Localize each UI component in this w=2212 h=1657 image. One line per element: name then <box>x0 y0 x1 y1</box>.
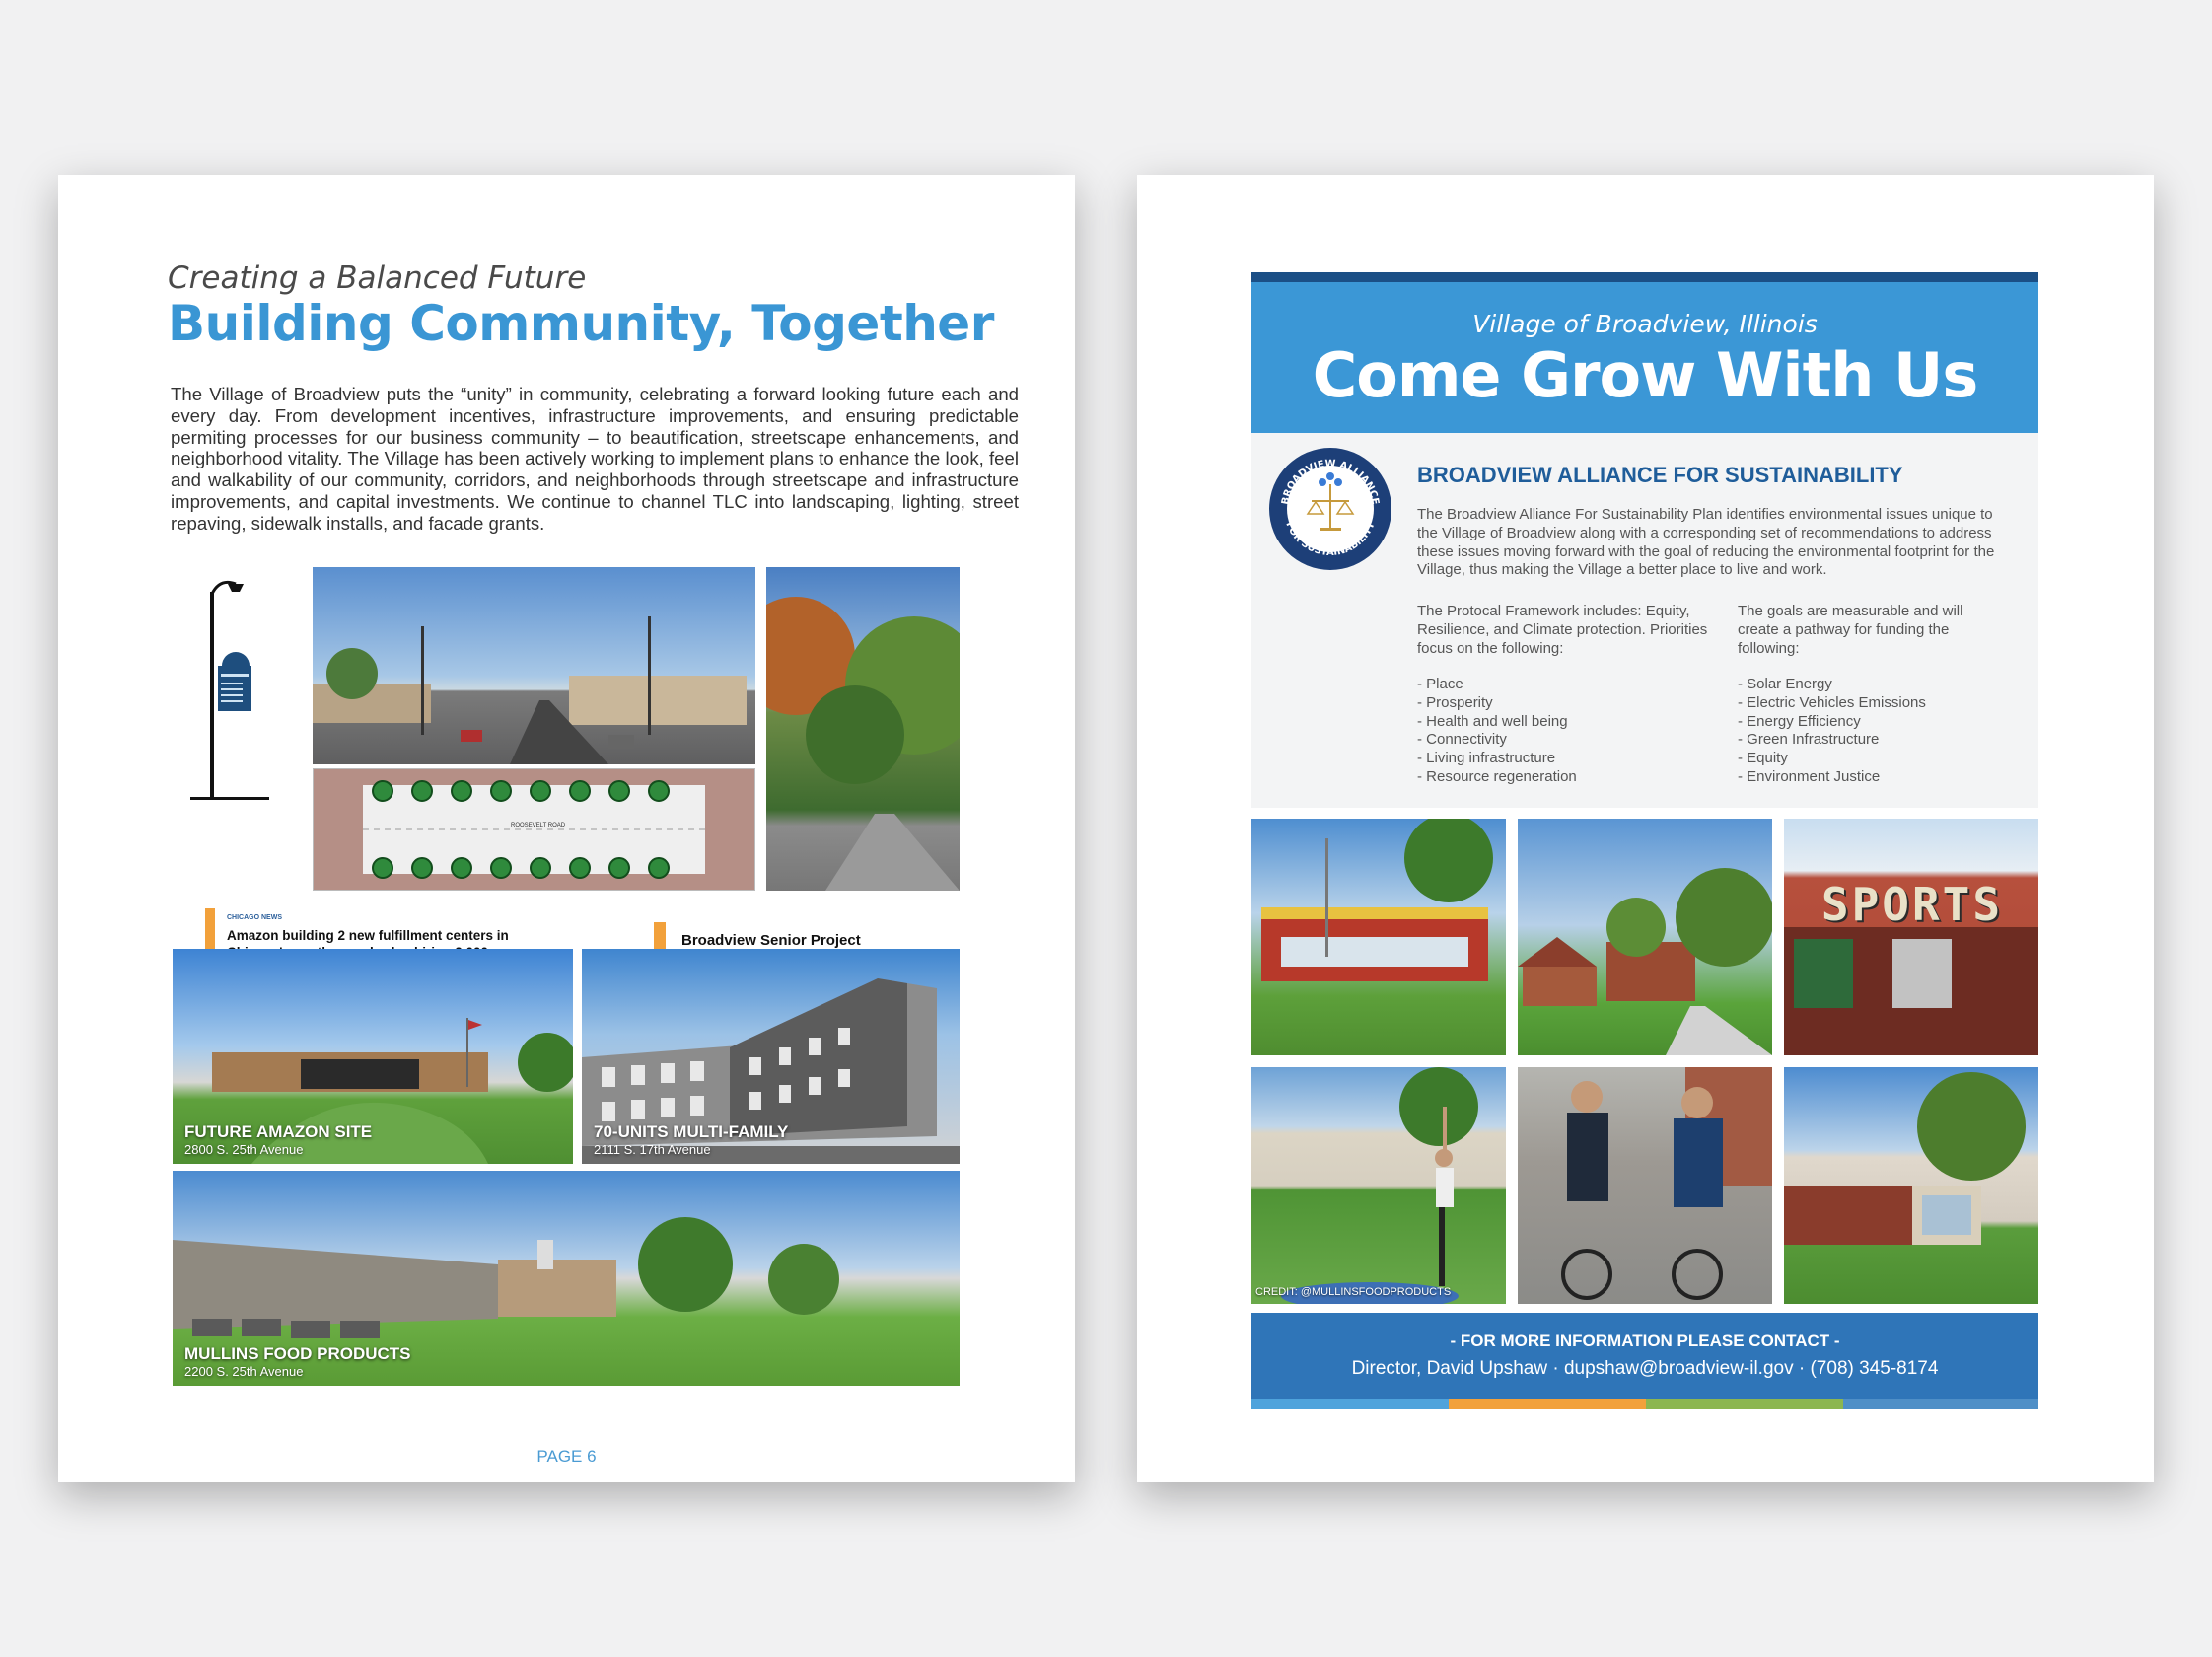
hero-subtitle: Village of Broadview, Illinois <box>1472 310 1818 338</box>
goals-list <box>1738 676 1926 787</box>
intro-paragraph: The Village of Broadview puts the “unity” in community, celebrating a forward looking future each and every day. From development incentives, infrastructure improvements, and ensuring predictable permiting processes for our business community – to beautification, streetscape enhancements, and neighborhood vitality. The Village has been actively working to implement plans to enhance the look, feel and walkability of our community, corridors, and neighborhoods through streetscape and infrastructure improvements, and capital investments. We continue to channel TLC into landscaping, lighting, street repaving, sidewalk installs, and facade grants. <box>171 384 1019 534</box>
photo-caption-mullins <box>184 1344 411 1379</box>
contact-heading: - FOR MORE INFORMATION PLEASE CONTACT - <box>1450 1332 1840 1350</box>
photo-caption-amazon <box>184 1122 372 1157</box>
mullins-food-photo <box>173 1171 960 1386</box>
svg-text:FOR SUSTAINABILITY: FOR SUSTAINABILITY <box>1283 520 1378 559</box>
contact-bar <box>1251 1313 2038 1399</box>
photo-credit: CREDIT: @MULLINSFOODPRODUCTS <box>1255 1286 1452 1298</box>
alliance-section <box>1251 433 2038 808</box>
news-headline: Amazon building 2 new fulfillment centers in <box>227 928 509 943</box>
page-subtitle: Creating a Balanced Future <box>168 260 587 296</box>
amazon-caption-title: FUTURE AMAZON SITE <box>184 1122 373 1141</box>
list-item: - Prosperity <box>1417 693 1493 711</box>
lamp-post-sign-illustration <box>190 574 277 801</box>
mullins-caption-address: 2200 S. 25th Avenue <box>184 1364 304 1379</box>
sports-store-photo <box>1784 819 2038 1055</box>
amazon-caption-address: 2800 S. 25th Avenue <box>184 1142 304 1157</box>
list-item: - Environment Justice <box>1738 767 1881 785</box>
list-item: - Health and well being <box>1417 712 1568 730</box>
police-bikes-photo <box>1518 1067 1772 1304</box>
list-item: - Connectivity <box>1417 731 1507 749</box>
sports-sign-text: SPORTS <box>1820 878 2004 931</box>
goals-intro: The goals are measurable and will create a pathway for funding the following: <box>1738 603 1963 657</box>
list-item: - Energy Efficiency <box>1738 712 1861 730</box>
hero-title: Come Grow With Us <box>1312 339 1978 411</box>
news-source: CHICAGO NEWS <box>227 914 282 921</box>
senior-project-label: Broadview Senior Project <box>681 932 861 949</box>
alliance-description: The Broadview Alliance For Sustainability Plan identifies environmental issues unique to the Village of Broadview along with a corresponding set of recommendations to address these issues moving forward with the goal of reducing the environmental footprint for the Village, thus making the Village a better place to live and work. <box>1417 506 1995 579</box>
tree-street-photo <box>766 567 960 891</box>
framework-list <box>1417 676 1577 787</box>
framework-intro: The Protocal Framework includes: Equity, Resilience, and Climate protection. Priorities focus on the following: <box>1417 603 1708 657</box>
multifamily-caption-address: 2111 S. 17th Avenue <box>594 1142 711 1157</box>
list-item: - Green Infrastructure <box>1738 731 1880 749</box>
list-item: - Equity <box>1738 750 1788 767</box>
list-item: - Place <box>1417 676 1463 692</box>
sustainability-seal-logo <box>1268 447 1392 571</box>
alliance-heading: BROADVIEW ALLIANCE FOR SUSTAINABILITY <box>1417 463 1903 487</box>
restaurant-photo <box>1251 819 1506 1055</box>
color-stripe <box>1449 1399 1646 1409</box>
multi-family-photo <box>582 949 960 1164</box>
street-photo <box>313 567 755 764</box>
left-page <box>58 175 1075 1482</box>
color-stripe <box>1251 1399 1449 1409</box>
list-item: - Solar Energy <box>1738 676 1832 692</box>
amazon-site-photo <box>173 949 573 1164</box>
list-item: - Electric Vehicles Emissions <box>1738 693 1926 711</box>
page-number: PAGE 6 <box>536 1447 597 1466</box>
multifamily-caption-title: 70-UNITS MULTI-FAMILY <box>594 1122 789 1141</box>
svg-text:BROADVIEW ALLIANCE: BROADVIEW ALLIANCE <box>1280 458 1381 506</box>
photo-caption-multifamily <box>594 1122 788 1157</box>
hero-banner <box>1251 272 2038 433</box>
color-stripe <box>1843 1399 2038 1409</box>
mullins-caption-title: MULLINS FOOD PRODUCTS <box>184 1344 411 1363</box>
streetplan-road-label: ROOSEVELT ROAD <box>511 823 566 828</box>
yoga-photo <box>1251 1067 1506 1304</box>
right-page <box>1137 175 2154 1482</box>
contact-details: Director, David Upshaw · dupshaw@broadview-il.gov · (708) 345-8174 <box>1351 1358 1939 1379</box>
homes-photo <box>1518 819 1772 1055</box>
page-title: Building Community, Together <box>168 295 994 352</box>
color-stripe <box>1646 1399 1843 1409</box>
streetscape-plan-drawing <box>313 768 755 891</box>
list-item: - Living infrastructure <box>1417 750 1556 767</box>
list-item: - Resource regeneration <box>1417 767 1577 785</box>
civic-building-photo <box>1784 1067 2038 1304</box>
